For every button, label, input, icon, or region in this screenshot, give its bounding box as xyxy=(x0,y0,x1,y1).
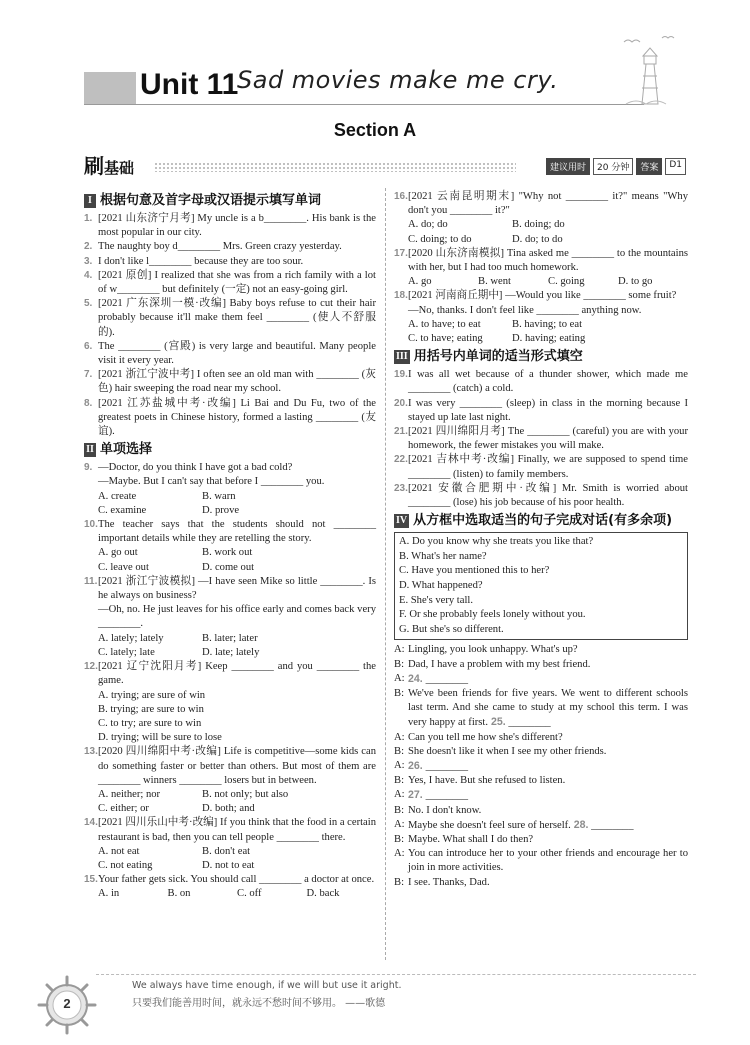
question-number: 17. xyxy=(394,247,408,259)
dialog-text: ________ xyxy=(425,673,469,685)
question-item xyxy=(84,518,376,575)
time-label: 建议用时 xyxy=(546,158,590,175)
question-text xyxy=(394,190,688,218)
dialog-line xyxy=(394,876,688,890)
question-item xyxy=(84,873,376,901)
section-3-list xyxy=(394,368,688,510)
question-number: 6. xyxy=(84,340,93,352)
speaker-label: A: xyxy=(394,644,405,656)
option-item: A. lately; lately xyxy=(98,632,164,644)
speaker-label: B: xyxy=(394,745,405,757)
dialog-line xyxy=(394,731,688,745)
question-item xyxy=(394,289,688,346)
question-text xyxy=(84,255,376,269)
option-item: C. doing; to do xyxy=(408,233,472,245)
dialog-text: She doesn't like it when I see my other friends. xyxy=(408,745,607,757)
option-item: B. warn xyxy=(202,490,236,502)
question-text xyxy=(84,518,376,546)
question-line: [2021 广东深圳一模·改编] Baby boys refuse to cut their hair probably because it'll make them feel ________ (使人不舒服的). xyxy=(98,298,376,338)
question-item xyxy=(394,368,688,396)
question-text xyxy=(394,368,688,396)
option-item: B. don't eat xyxy=(202,845,251,857)
question-item xyxy=(84,340,376,368)
question-text xyxy=(84,745,376,788)
question-text xyxy=(84,269,376,297)
question-text xyxy=(84,297,376,340)
dialog-text: ________ xyxy=(425,761,469,773)
lighthouse-icon xyxy=(616,34,676,106)
option-item: C. not eating xyxy=(98,859,153,871)
section-2-heading xyxy=(84,441,376,459)
speaker-label: A: xyxy=(394,672,405,684)
question-item xyxy=(84,575,376,660)
speaker-label: B: xyxy=(394,658,405,670)
question-item xyxy=(84,240,376,254)
speaker-label: B: xyxy=(394,688,405,700)
answer-blank: ________ xyxy=(505,717,551,729)
dialog-text: We've been friends for five years. We went to different schools last term. And she came to study at my school this term. I was very happy at first. xyxy=(408,688,688,729)
options-grid xyxy=(84,845,376,873)
question-item xyxy=(84,745,376,816)
question-number: 8. xyxy=(84,397,93,409)
header-divider xyxy=(84,104,644,105)
dialog-line xyxy=(394,818,688,833)
option-box-item: B. What's her name? xyxy=(399,550,487,562)
option-item: A. neither; nor xyxy=(98,788,161,800)
question-number: 9. xyxy=(84,462,93,474)
option-box-item: F. Or she probably feels lonely without you. xyxy=(399,609,586,621)
question-number: 10. xyxy=(84,519,98,531)
dialog-text: I see. Thanks, Dad. xyxy=(408,876,490,888)
question-number: 22. xyxy=(394,454,408,466)
question-line: —Maybe. But I can't say that before I ________ you. xyxy=(98,476,325,488)
option-item: D. not to eat xyxy=(202,859,255,871)
question-line: [2021 山东济宁月考] My uncle is a b________. His bank is the most popular in our city. xyxy=(98,213,376,239)
speaker-label: A: xyxy=(394,818,405,830)
question-item xyxy=(84,212,376,240)
options-grid xyxy=(84,689,376,746)
answer-label: 答案 xyxy=(636,158,662,175)
question-number: 23. xyxy=(394,482,408,494)
dialog-line xyxy=(394,774,688,788)
question-line: [2021 云南昆明期末] "Why not ________ it?" means "Why don't you ________ it?" xyxy=(408,191,688,217)
dialog-text: Can you tell me how she's different? xyxy=(408,731,563,743)
question-number: 4. xyxy=(84,269,93,281)
question-line: The teacher says that the students should not ________ important details while they are retelling the story. xyxy=(98,519,376,545)
band-title xyxy=(84,150,134,179)
option-item: C. leave out xyxy=(98,561,149,573)
question-line: I don't like l________ because they are too sour. xyxy=(98,255,304,267)
dialog-line xyxy=(394,672,688,687)
option-item: D. to go xyxy=(618,276,653,288)
section-title: Section A xyxy=(333,120,417,140)
question-item xyxy=(84,368,376,396)
question-text xyxy=(84,397,376,440)
band-time-info xyxy=(546,158,686,175)
option-item: C. going xyxy=(548,276,585,288)
speaker-label: A: xyxy=(394,731,405,743)
page-header xyxy=(0,0,750,112)
option-item: D. do; to do xyxy=(512,233,563,245)
question-number: 21. xyxy=(394,426,408,438)
option-item: D. prove xyxy=(202,504,240,516)
question-line: [2021 安徽合肥期中·改编] Mr. Smith is worried about ________ (lose) his job because of his poor health. xyxy=(408,482,688,509)
question-line: [2020 山东济南模拟] Tina asked me ________ to the mountains with her, but I had too much homework. xyxy=(408,247,688,274)
footer-quote-en: We always have time enough, if we will but use it aright. xyxy=(132,980,402,991)
time-value: 20 分钟 xyxy=(593,158,633,175)
blank-number: 26. xyxy=(408,760,426,773)
section-2-title: 单项选择 xyxy=(100,442,153,458)
option-item: C. either; or xyxy=(98,803,149,815)
dialog-line xyxy=(394,745,688,759)
band-dots xyxy=(154,162,516,172)
band-title-big: 刷 xyxy=(84,154,104,178)
question-text xyxy=(84,873,376,887)
question-item xyxy=(84,397,376,440)
section-3-number: III xyxy=(396,351,408,363)
dialog-text: Maybe she doesn't feel sure of herself. xyxy=(408,819,571,831)
dialog-text: No. I don't know. xyxy=(408,804,482,816)
question-number: 13. xyxy=(84,746,98,758)
question-item xyxy=(84,297,376,340)
speaker-label: A: xyxy=(394,789,405,801)
question-number: 18. xyxy=(394,290,408,302)
option-item: A. trying; are sure of win xyxy=(98,689,206,701)
dialog-line xyxy=(394,788,688,803)
footer-quote-zh: 只要我们能善用时间，就永远不愁时间不够用。 ——歌德 xyxy=(132,998,386,1009)
question-item xyxy=(84,660,376,745)
option-item: D. trying; will be sure to lose xyxy=(98,732,222,744)
option-item: A. go xyxy=(408,276,432,288)
options-box xyxy=(394,532,688,640)
question-text xyxy=(84,368,376,396)
right-column xyxy=(394,190,688,890)
left-column xyxy=(84,190,376,902)
speaker-label: B: xyxy=(394,804,405,816)
option-item: D. late; lately xyxy=(202,646,260,658)
question-number: 14. xyxy=(84,817,98,829)
question-line: The naughty boy d________ Mrs. Green crazy yesterday. xyxy=(98,241,342,253)
question-text xyxy=(84,816,376,844)
question-text xyxy=(84,340,376,368)
question-line: —No, thanks. I don't feel like ________ anything now. xyxy=(408,304,642,316)
question-item xyxy=(84,816,376,873)
question-line: The ________ (宫殿) is very large and beautiful. Many people visit it every year. xyxy=(98,340,376,367)
answer-value: D1 xyxy=(665,158,686,175)
question-text xyxy=(394,482,688,510)
option-item: A. do; do xyxy=(408,219,448,231)
option-box-item: C. Have you mentioned this to her? xyxy=(399,565,550,577)
dialog-text: Yes, I have. But she refused to listen. xyxy=(408,775,566,787)
option-item: D. back xyxy=(306,888,340,900)
dialog-line xyxy=(394,643,688,657)
blank-number: 28. xyxy=(570,818,589,831)
band-title-small: 基础 xyxy=(104,159,135,177)
speaker-label: A: xyxy=(394,848,405,860)
option-item: B. doing; do xyxy=(512,219,565,231)
question-text xyxy=(84,660,376,688)
question-line: [2021 浙江宁波中考] I often see an old man with ________ (灰色) hair sweeping the road near my school. xyxy=(98,369,376,395)
question-text xyxy=(84,575,376,632)
question-line: [2021 江苏盐城中考·改编] Li Bai and Du Fu, two of the greatest poets in Chinese history, formed a lasting ________ (友谊). xyxy=(98,397,376,438)
question-line: [2021 河南商丘期中] —Would you like ________ some fruit? xyxy=(408,290,677,302)
question-line: [2020 四川绵阳中考·改编] Life is competitive—some kids can do something faster or better than others. But most of them are ________ winners ________ losers but in between. xyxy=(98,746,376,786)
option-item: B. not only; but also xyxy=(202,788,289,800)
option-item: C. to try; are sure to win xyxy=(98,717,202,729)
question-text xyxy=(394,453,688,481)
speaker-label: A: xyxy=(394,760,405,772)
dialog-text: Maybe. What shall I do then? xyxy=(408,834,534,846)
unit-subtitle: Sad movies make me cry. xyxy=(237,66,559,94)
question-number: 12. xyxy=(84,661,98,673)
column-divider xyxy=(385,188,386,960)
section-4-heading xyxy=(394,512,688,530)
option-item: C. examine xyxy=(98,504,147,516)
question-line: —Oh, no. He just leaves for his office early and comes back very ________. xyxy=(98,604,376,630)
question-item xyxy=(394,482,688,510)
option-item: C. lately; late xyxy=(98,646,155,658)
question-line: —Doctor, do you think I have got a bad cold? xyxy=(98,462,293,474)
dialog-text: Lingling, you look unhappy. What's up? xyxy=(408,644,578,656)
options-grid xyxy=(84,788,376,816)
option-box-item: G. But she's so different. xyxy=(399,623,504,635)
speaker-label: B: xyxy=(394,876,405,888)
question-number: 16. xyxy=(394,191,408,202)
option-item: B. trying; are sure to win xyxy=(98,703,204,715)
dialog-line xyxy=(394,687,688,731)
page-footer xyxy=(0,960,750,1045)
question-item xyxy=(84,269,376,297)
option-item: A. to have; to eat xyxy=(408,318,481,330)
question-number: 19. xyxy=(394,369,408,381)
practice-band xyxy=(84,150,686,180)
dialog-line xyxy=(394,833,688,847)
section-1-number: I xyxy=(84,194,96,208)
dialog-line xyxy=(394,804,688,818)
question-line: [2021 四川绵阳月考] The ________ (careful) you are with your homework, the fewer mistakes you will make. xyxy=(408,426,688,452)
section-1-title: 根据句意及首字母或汉语提示填写单词 xyxy=(100,193,322,208)
question-number: 11. xyxy=(84,575,98,587)
option-item: B. work out xyxy=(202,547,253,559)
speaker-label: B: xyxy=(394,775,405,787)
question-number: 1. xyxy=(84,213,93,224)
dialog-list xyxy=(394,643,688,889)
page-number: 2 xyxy=(63,996,71,1011)
dialog-text: You can introduce her to your other friends and encourage her to join in more activities. xyxy=(408,848,688,874)
question-text xyxy=(394,397,688,425)
question-number: 7. xyxy=(84,369,93,381)
option-box-item: A. Do you know why she treats you like that? xyxy=(399,536,594,548)
question-item xyxy=(394,425,688,453)
answer-blank: ________ xyxy=(588,819,634,831)
question-item xyxy=(84,461,376,518)
dialog-text: ________ xyxy=(425,790,469,802)
question-item xyxy=(394,247,688,290)
option-item: D. come out xyxy=(202,561,255,573)
section-2-continued-list xyxy=(394,190,688,346)
dialog-line xyxy=(394,658,688,672)
question-item xyxy=(394,453,688,481)
option-item: D. having; eating xyxy=(512,333,586,345)
option-item: B. later; later xyxy=(202,632,258,644)
question-text xyxy=(84,461,376,489)
question-number: 2. xyxy=(84,241,93,253)
option-item: D. both; and xyxy=(202,803,255,815)
option-item: B. on xyxy=(167,888,191,900)
option-item: B. having; to eat xyxy=(512,318,583,330)
question-number: 15. xyxy=(84,874,98,886)
question-item xyxy=(394,397,688,425)
options-row xyxy=(394,275,688,289)
question-text xyxy=(84,240,376,254)
blank-number: 27. xyxy=(408,789,426,802)
option-item: B. went xyxy=(478,276,511,288)
blank-number: 25. xyxy=(488,716,506,729)
question-line: I was all wet because of a thunder shower, which made me ________ (catch) a cold. xyxy=(408,369,688,395)
dialog-text: Dad, I have a problem with my best friend. xyxy=(408,658,591,670)
options-grid xyxy=(394,218,688,246)
question-line: [2021 四川乐山中考·改编] If you think that the food in a certain restaurant is bad, then you can tell people ________ there. xyxy=(98,817,376,843)
blank-number: 24. xyxy=(408,672,426,685)
question-number: 20. xyxy=(394,397,408,409)
question-item xyxy=(394,190,688,247)
question-line: [2021 原创] I realized that she was from a rich family with a lot of w________ but definitely (一定) not an easy-going girl. xyxy=(98,269,376,296)
option-item: C. to have; eating xyxy=(408,333,483,345)
footer-divider xyxy=(96,974,696,975)
section-2-number: II xyxy=(84,443,96,457)
section-4-title: 从方框中选取适当的句子完成对话(有多余项) xyxy=(413,513,673,529)
option-item: A. go out xyxy=(98,547,138,559)
question-line: [2021 吉林中考·改编] Finally, we are supposed to spend time ________ (listen) to family members. xyxy=(408,454,688,480)
question-text xyxy=(394,425,688,453)
option-item: C. off xyxy=(237,888,262,900)
unit-title: Unit 11 xyxy=(140,68,239,101)
options-grid xyxy=(84,546,376,574)
dialog-line xyxy=(394,847,688,875)
section-3-heading xyxy=(394,348,688,366)
question-text xyxy=(394,289,688,317)
section-3-title: 用括号内单词的适当形式填空 xyxy=(413,349,583,365)
option-item: A. not eat xyxy=(98,845,140,857)
options-grid xyxy=(394,318,688,346)
question-line: [2021 浙江宁波模拟] —I have seen Mike so little ________. Is he always on business? xyxy=(98,575,376,602)
question-number: 5. xyxy=(84,298,93,310)
speaker-label: B: xyxy=(394,834,405,846)
question-line: I was very ________ (sleep) in class in the morning because I stayed up late last night. xyxy=(408,397,688,423)
section-1-list xyxy=(84,212,376,439)
question-number: 3. xyxy=(84,255,93,267)
dialog-line xyxy=(394,759,688,774)
options-grid xyxy=(84,632,376,660)
question-line: Your father gets sick. You should call ________ a doctor at once. xyxy=(98,874,375,886)
option-item: A. in xyxy=(98,888,120,900)
question-text xyxy=(84,212,376,240)
question-text xyxy=(394,247,688,275)
question-item xyxy=(84,255,376,269)
section-4-number: IV xyxy=(396,515,408,527)
option-box-item: D. What happened? xyxy=(399,580,483,592)
question-line: [2021 辽宁沈阳月考] Keep ________ and you ________ the game. xyxy=(98,661,376,687)
options-row xyxy=(84,887,376,901)
option-box-item: E. She's very tall. xyxy=(399,594,473,606)
options-grid xyxy=(84,490,376,518)
unit-tab-block xyxy=(84,72,136,104)
section-2-list xyxy=(84,461,376,901)
option-item: A. create xyxy=(98,490,137,502)
section-1-heading xyxy=(84,192,376,210)
